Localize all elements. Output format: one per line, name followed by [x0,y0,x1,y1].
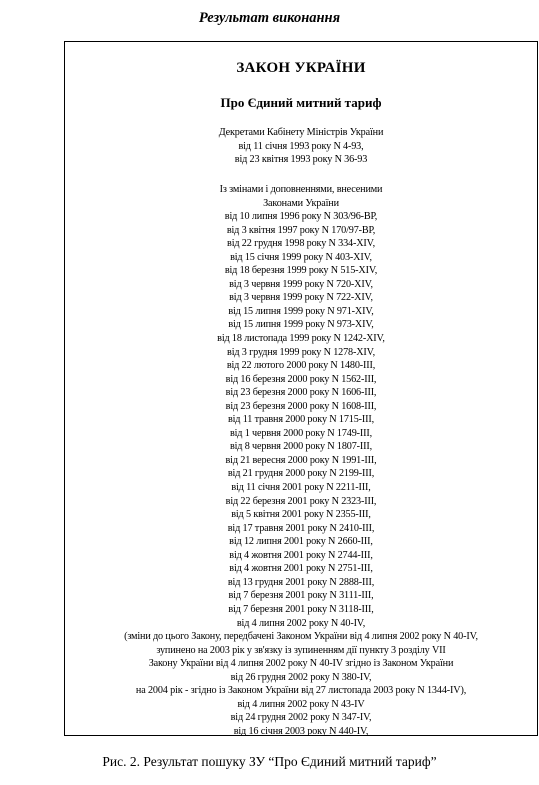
amendment-line: від 3 квітня 1997 року N 170/97-ВР, [226,224,376,236]
amendment-line: від 7 березня 2001 року N 3111-III, [228,590,374,602]
amendment-line: від 12 липня 2001 року N 2660-III, [229,536,373,548]
amendment-line: від 13 грудня 2001 року N 2888-III, [227,576,375,588]
amendment-line: від 11 травня 2000 року N 1715-III, [227,414,375,426]
amendment-line: від 26 грудня 2002 року N 380-IV, [230,671,372,683]
amendment-line: Із змінами і доповненнями, внесеними [219,184,383,195]
amendment-line: від 10 липня 1996 року N 303/96-ВР, [224,211,378,223]
law-title: ЗАКОН УКРАЇНИ [236,60,366,76]
amendment-line: від 3 червня 1999 року N 720-XIV, [229,278,373,290]
document-screenshot-frame [64,41,538,736]
amendment-line: від 21 вересня 2000 року N 1991-III, [225,454,377,466]
amendment-line: від 4 липня 2002 року N 43-IV [237,698,365,710]
amendment-line: від 22 березня 2001 року N 2323-III, [225,495,377,507]
amendment-line: від 21 грудня 2000 року N 2199-III, [227,468,375,480]
amendment-line: від 15 січня 1999 року N 403-XIV, [230,251,372,263]
amendment-line: від 18 березня 1999 року N 515-XIV, [224,265,378,277]
decree-line: Декретами Кабінету Міністрів України [218,127,384,138]
amendment-line: від 16 березня 2000 року N 1562-III, [225,373,377,385]
result-heading: Результат виконання [198,10,341,26]
amendments-block [65,183,537,736]
amendment-line: від 18 листопада 1999 року N 1242-XIV, [217,333,385,345]
figure-caption: Рис. 2. Результат пошуку ЗУ “Про Єдиний митний тариф” [102,754,437,769]
amendment-line: від 16 січня 2003 року N 440-IV, [233,725,369,736]
amendment-line: від 7 березня 2001 року N 3118-III, [228,603,374,615]
amendment-line: від 5 квітня 2001 року N 2355-III, [231,509,371,521]
amendment-line: від 11 січня 2001 року N 2211-III, [231,482,371,494]
amendment-line: від 4 жовтня 2001 року N 2744-III, [229,549,373,561]
amendment-line: від 3 грудня 1999 року N 1278-XIV, [227,346,375,358]
amendment-line: від 24 грудня 2002 року N 347-IV, [230,712,372,724]
amendment-line: від 4 липня 2002 року N 40-IV, [236,617,366,629]
amendment-line: від 1 червня 2000 року N 1749-III, [229,427,373,439]
amendment-line: від 23 березня 2000 року N 1606-III, [225,387,377,399]
amendment-line: від 3 червня 1999 року N 722-XIV, [229,292,373,304]
amendment-line: від 23 березня 2000 року N 1608-III, [225,400,377,412]
amendment-line: зупинено на 2003 рік у зв'язку із зупиненням дії пункту 3 розділу VII [156,644,446,656]
decree-line: від 23 квітня 1993 року N 36-93 [234,154,368,166]
law-subtitle: Про Єдиний митний тариф [220,95,382,110]
amendment-line: від 15 липня 1999 року N 971-XIV, [228,305,374,317]
decrees-block [65,126,537,167]
amendment-line: Закону України від 4 липня 2002 року N 40-IV згідно із Законом України [148,658,454,670]
amendment-line: (зміни до цього Закону, передбачені Законом України від 4 липня 2002 року N 40-IV, [124,631,478,643]
amendment-line: від 22 грудня 1998 року N 334-XIV, [227,238,375,250]
amendment-line: від 8 червня 2000 року N 1807-III, [229,441,373,453]
amendment-line: від 17 травня 2001 року N 2410-III, [227,522,375,534]
decree-line: від 11 січня 1993 року N 4-93, [238,140,364,152]
amendment-line: від 4 жовтня 2001 року N 2751-III, [229,563,373,575]
amendment-line: від 22 лютого 2000 року N 1480-III, [226,360,376,372]
amendment-line: від 15 липня 1999 року N 973-XIV, [228,319,374,331]
amendment-line: на 2004 рік - згідно із Законом України від 27 листопада 2003 року N 1344-IV), [135,685,467,697]
amendment-line: Законами України [263,197,339,209]
